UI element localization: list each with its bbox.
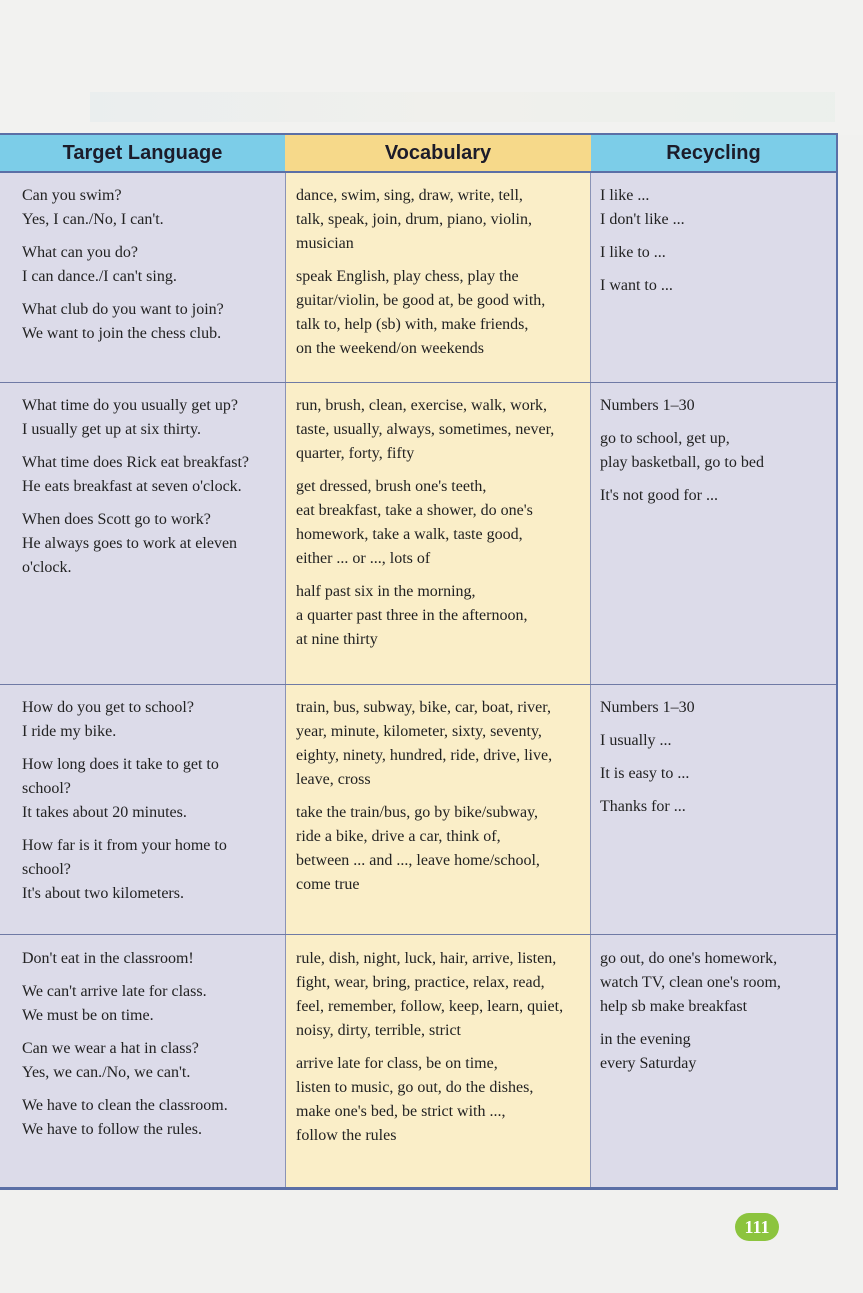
text-line: He eats breakfast at seven o'clock. [22, 478, 242, 495]
text-line: Numbers 1–30 [600, 397, 695, 414]
text-line: eat breakfast, take a shower, do one's [296, 502, 533, 519]
text-group [600, 241, 832, 265]
text-line: How do you get to school? [22, 699, 194, 716]
recycling-cell [600, 184, 832, 307]
page-number-badge: 111 [735, 1213, 779, 1241]
text-group [600, 394, 832, 418]
text-line: It's not good for ... [600, 487, 718, 504]
text-line: come true [296, 876, 360, 893]
vocabulary-cell [296, 394, 588, 661]
text-line: school? [22, 861, 71, 878]
text-group [600, 947, 832, 1019]
text-group [22, 834, 282, 906]
vocabulary-cell [296, 184, 588, 370]
text-line: every Saturday [600, 1055, 697, 1072]
text-line: take the train/bus, go by bike/subway, [296, 804, 539, 821]
text-line: We can't arrive late for class. [22, 983, 207, 1000]
text-line: play basketball, go to bed [600, 454, 764, 471]
text-line: I can dance./I can't sing. [22, 268, 177, 285]
text-line: o'clock. [22, 559, 72, 576]
text-line: Yes, we can./No, we can't. [22, 1064, 191, 1081]
text-group [22, 1037, 282, 1085]
text-line: It is easy to ... [600, 765, 690, 782]
text-line: school? [22, 780, 71, 797]
target-language-cell [22, 394, 282, 589]
header-recycling: Recycling [591, 135, 836, 171]
text-line: How far is it from your home to [22, 837, 227, 854]
text-line: I usually get up at six thirty. [22, 421, 201, 438]
column-divider [590, 133, 591, 1187]
text-line: What time does Rick eat breakfast? [22, 454, 250, 471]
text-line: quarter, forty, fifty [296, 445, 415, 462]
text-line: on the weekend/on weekends [296, 340, 484, 357]
header-target-language: Target Language [0, 135, 285, 171]
text-group [296, 475, 588, 571]
text-line: We must be on time. [22, 1007, 154, 1024]
text-group [600, 427, 832, 475]
text-line: Thanks for ... [600, 798, 686, 815]
text-line: follow the rules [296, 1127, 397, 1144]
text-line: It's about two kilometers. [22, 885, 184, 902]
column-divider [285, 133, 286, 1187]
text-group [22, 451, 282, 499]
text-line: at nine thirty [296, 631, 378, 648]
text-line: talk, speak, join, drum, piano, violin, [296, 211, 532, 228]
text-line: ride a bike, drive a car, think of, [296, 828, 501, 845]
text-line: dance, swim, sing, draw, write, tell, [296, 187, 523, 204]
text-group [296, 184, 588, 256]
text-line: musician [296, 235, 354, 252]
text-line: What can you do? [22, 244, 138, 261]
text-group [22, 184, 282, 232]
text-group [600, 795, 832, 819]
text-group [22, 753, 282, 825]
text-line: make one's bed, be strict with ..., [296, 1103, 506, 1120]
text-group [600, 274, 832, 298]
text-line: What club do you want to join? [22, 301, 224, 318]
recycling-cell [600, 947, 832, 1085]
text-line: leave, cross [296, 771, 371, 788]
text-group [600, 184, 832, 232]
row-divider [0, 684, 836, 685]
text-group [22, 394, 282, 442]
unit-summary-table [0, 133, 838, 1190]
row-divider [0, 934, 836, 935]
text-line: taste, usually, always, sometimes, never, [296, 421, 555, 438]
text-line: help sb make breakfast [600, 998, 748, 1015]
text-group [600, 729, 832, 753]
text-line: We have to follow the rules. [22, 1121, 202, 1138]
text-group [22, 980, 282, 1028]
text-group [296, 947, 588, 1043]
text-line: Don't eat in the classroom! [22, 950, 194, 967]
text-line: go to school, get up, [600, 430, 730, 447]
table-header [0, 133, 836, 173]
text-line: I usually ... [600, 732, 672, 749]
text-line: We have to clean the classroom. [22, 1097, 228, 1114]
text-line: rule, dish, night, luck, hair, arrive, listen, [296, 950, 557, 967]
text-group [22, 298, 282, 346]
text-line: noisy, dirty, terrible, strict [296, 1022, 461, 1039]
text-line: I don't like ... [600, 211, 685, 228]
text-line: I ride my bike. [22, 723, 117, 740]
text-line: either ... or ..., lots of [296, 550, 431, 567]
text-line: go out, do one's homework, [600, 950, 778, 967]
vocabulary-cell [296, 696, 588, 906]
text-group [600, 696, 832, 720]
text-line: I like to ... [600, 244, 666, 261]
text-line: I want to ... [600, 277, 673, 294]
text-line: year, minute, kilometer, sixty, seventy, [296, 723, 542, 740]
text-line: listen to music, go out, do the dishes, [296, 1079, 534, 1096]
text-group [22, 696, 282, 744]
text-line: homework, take a walk, taste good, [296, 526, 523, 543]
text-line: How long does it take to get to [22, 756, 219, 773]
text-line: When does Scott go to work? [22, 511, 211, 528]
recycling-cell [600, 394, 832, 517]
row-divider [0, 382, 836, 383]
target-language-cell [22, 184, 282, 355]
text-line: talk to, help (sb) with, make friends, [296, 316, 529, 333]
text-group [600, 484, 832, 508]
text-line: Can we wear a hat in class? [22, 1040, 199, 1057]
text-line: run, brush, clean, exercise, walk, work, [296, 397, 548, 414]
text-line: Numbers 1–30 [600, 699, 695, 716]
text-line: He always goes to work at eleven [22, 535, 238, 552]
text-line: watch TV, clean one's room, [600, 974, 781, 991]
text-line: feel, remember, follow, keep, learn, quiet, [296, 998, 564, 1015]
target-language-cell [22, 947, 282, 1151]
text-group [600, 1028, 832, 1076]
text-line: eighty, ninety, hundred, ride, drive, live, [296, 747, 553, 764]
text-line: What time do you usually get up? [22, 397, 238, 414]
text-line: a quarter past three in the afternoon, [296, 607, 528, 624]
target-language-cell [22, 696, 282, 915]
text-group [22, 241, 282, 289]
text-line: fight, wear, bring, practice, relax, read, [296, 974, 545, 991]
text-line: arrive late for class, be on time, [296, 1055, 498, 1072]
text-group [296, 801, 588, 897]
text-group [296, 696, 588, 792]
header-vocabulary: Vocabulary [285, 135, 591, 171]
text-line: half past six in the morning, [296, 583, 476, 600]
text-line: I like ... [600, 187, 650, 204]
text-line: It takes about 20 minutes. [22, 804, 187, 821]
text-line: between ... and ..., leave home/school, [296, 852, 540, 869]
vocabulary-cell [296, 947, 588, 1157]
text-group [22, 508, 282, 580]
text-group [296, 394, 588, 466]
text-line: train, bus, subway, bike, car, boat, river, [296, 699, 551, 716]
text-group [22, 947, 282, 971]
text-line: Yes, I can./No, I can't. [22, 211, 164, 228]
text-group [22, 1094, 282, 1142]
recycling-cell [600, 696, 832, 828]
text-line: speak English, play chess, play the [296, 268, 519, 285]
text-group [600, 762, 832, 786]
text-line: guitar/violin, be good at, be good with, [296, 292, 546, 309]
text-line: We want to join the chess club. [22, 325, 222, 342]
text-group [296, 1052, 588, 1148]
text-line: get dressed, brush one's teeth, [296, 478, 487, 495]
bleed-through-band [90, 92, 835, 122]
text-group [296, 580, 588, 652]
text-line: Can you swim? [22, 187, 122, 204]
text-group [296, 265, 588, 361]
text-line: in the evening [600, 1031, 691, 1048]
